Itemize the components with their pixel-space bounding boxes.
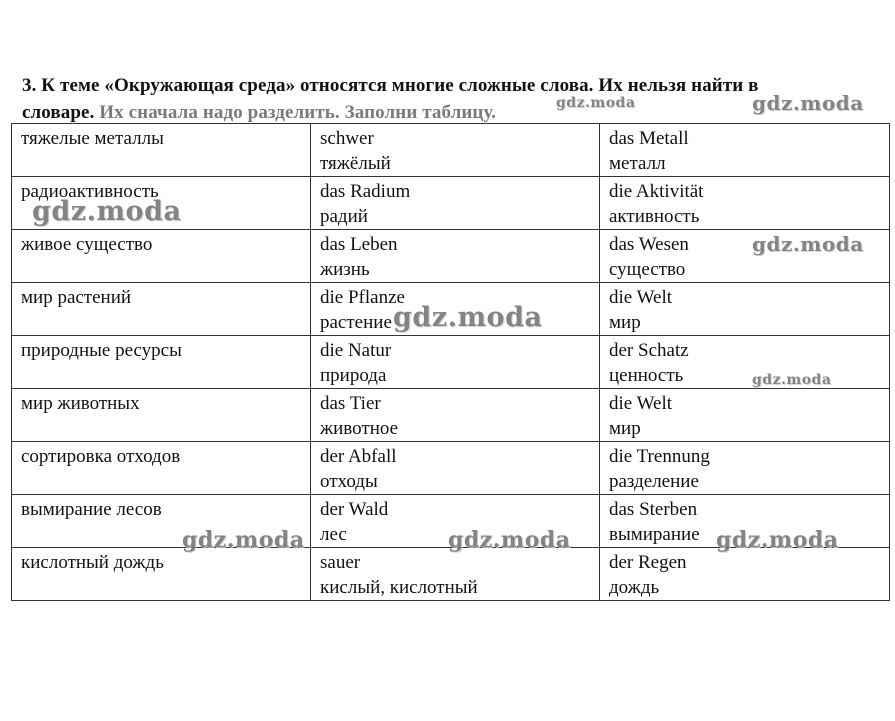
first-part-german: das Radium — [320, 181, 411, 202]
first-part-cell — [311, 548, 600, 601]
second-part-russian: разделение — [609, 471, 699, 492]
compound-term: вымирание лесов — [21, 499, 162, 520]
second-part-cell — [600, 177, 890, 230]
second-part-cell — [600, 442, 890, 495]
compound-term-cell — [12, 548, 311, 601]
first-part-cell — [311, 177, 600, 230]
first-part-cell — [311, 336, 600, 389]
second-part-russian: существо — [609, 259, 686, 280]
second-part-russian: дождь — [609, 577, 660, 598]
second-part-cell — [600, 336, 890, 389]
second-part-german: die Welt — [609, 393, 673, 414]
first-part-russian: лес — [320, 524, 347, 545]
first-part-german: das Tier — [320, 393, 381, 414]
compound-term: тяжелые металлы — [21, 128, 164, 149]
compound-term-cell — [12, 283, 311, 336]
second-part-russian: ценность — [609, 365, 684, 386]
table-row — [12, 548, 890, 601]
second-part-german: der Regen — [609, 552, 687, 573]
compound-term-cell — [12, 336, 311, 389]
first-part-german: sauer — [320, 552, 361, 573]
second-part-german: das Sterben — [609, 499, 698, 520]
compound-term: сортировка отходов — [21, 446, 181, 467]
first-part-russian: растение — [320, 312, 392, 333]
watermark: gdz.moda — [752, 91, 864, 115]
table-row — [12, 389, 890, 442]
first-part-russian: животное — [320, 418, 399, 439]
second-part-russian: мир — [609, 418, 641, 439]
second-part-russian: металл — [609, 153, 666, 174]
first-part-russian: кислый, кислотный — [320, 577, 478, 598]
compound-term-cell — [12, 442, 311, 495]
compound-term-cell — [12, 230, 311, 283]
watermark: gdz.moda — [448, 527, 571, 553]
first-part-russian: жизнь — [320, 259, 370, 280]
compound-term-cell — [12, 389, 311, 442]
first-part-cell — [311, 442, 600, 495]
first-part-russian: природа — [320, 365, 387, 386]
table-row — [12, 442, 890, 495]
second-part-russian: вымирание — [609, 524, 700, 545]
second-part-cell — [600, 283, 890, 336]
compound-term: природные ресурсы — [21, 340, 182, 361]
compound-term-cell — [12, 124, 311, 177]
compound-term: мир растений — [21, 287, 132, 308]
watermark: gdz.moda — [393, 302, 543, 333]
first-part-cell — [311, 124, 600, 177]
first-part-cell — [311, 230, 600, 283]
second-part-german: die Trennung — [609, 446, 710, 467]
first-part-russian: отходы — [320, 471, 378, 492]
first-part-cell — [311, 389, 600, 442]
second-part-russian: активность — [609, 206, 700, 227]
second-part-german: das Metall — [609, 128, 689, 149]
second-part-german: die Aktivität — [609, 181, 704, 202]
task-line-2-faded: Их сначала надо разделить. Заполни таблицу. — [99, 102, 497, 123]
second-part-cell — [600, 124, 890, 177]
second-part-german: der Schatz — [609, 340, 689, 361]
watermark: gdz.moda — [556, 95, 636, 111]
compound-term: мир животных — [21, 393, 140, 414]
first-part-german: die Natur — [320, 340, 392, 361]
second-part-russian: мир — [609, 312, 641, 333]
first-part-german: der Abfall — [320, 446, 397, 467]
first-part-russian: радий — [320, 206, 368, 227]
compound-term: кислотный дождь — [21, 552, 164, 573]
first-part-german: das Leben — [320, 234, 398, 255]
watermark: gdz.moda — [32, 196, 182, 227]
task-line-2-bold: словаре. — [22, 102, 95, 123]
watermark: gdz.moda — [182, 527, 305, 553]
task-line-1: 3. К теме «Окружающая среда» относятся многие сложные слова. Их нельзя найти в — [22, 75, 759, 96]
watermark: gdz.moda — [752, 372, 832, 388]
second-part-cell — [600, 389, 890, 442]
table-row — [12, 124, 890, 177]
second-part-german: das Wesen — [609, 234, 689, 255]
watermark: gdz.moda — [752, 232, 864, 256]
watermark: gdz.moda — [716, 527, 839, 553]
second-part-german: die Welt — [609, 287, 673, 308]
first-part-german: der Wald — [320, 499, 389, 520]
first-part-german: die Pflanze — [320, 287, 405, 308]
compound-term: радиоактивность — [21, 181, 159, 202]
second-part-cell — [600, 548, 890, 601]
first-part-german: schwer — [320, 128, 374, 149]
first-part-russian: тяжёлый — [320, 153, 391, 174]
compound-term: живое существо — [21, 234, 153, 255]
